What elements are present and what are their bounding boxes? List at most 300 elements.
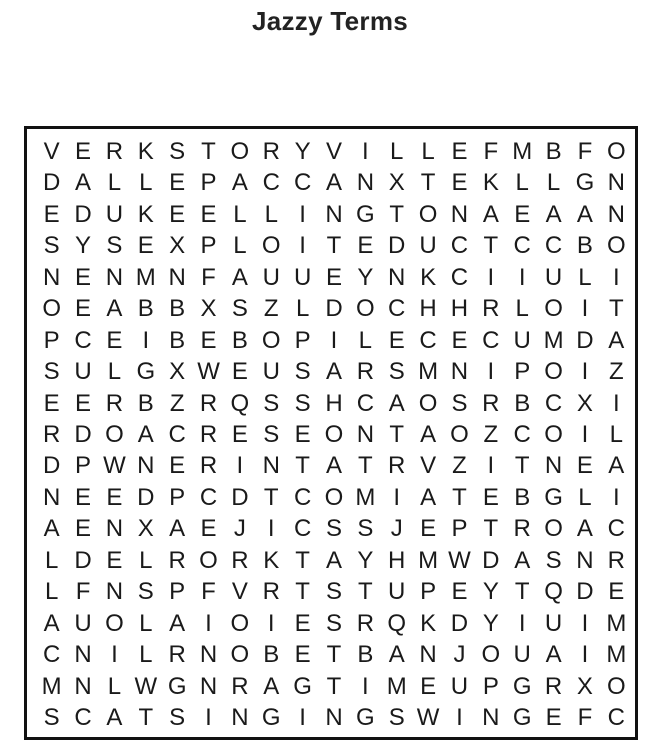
letter-cell[interactable]: G xyxy=(575,169,595,197)
letter-cell[interactable]: E xyxy=(325,263,342,291)
letter-cell[interactable]: H xyxy=(388,546,406,574)
letter-cell[interactable]: A xyxy=(263,672,280,700)
letter-cell[interactable]: C xyxy=(262,169,280,197)
letter-cell[interactable]: E xyxy=(106,483,123,511)
letter-cell[interactable]: X xyxy=(169,358,186,386)
letter-cell[interactable]: T xyxy=(326,232,342,260)
letter-cell[interactable]: A xyxy=(420,483,437,511)
letter-cell[interactable]: F xyxy=(201,578,216,606)
letter-cell[interactable]: C xyxy=(74,704,92,732)
letter-cell[interactable]: T xyxy=(138,704,154,732)
letter-cell[interactable]: O xyxy=(544,358,563,386)
letter-cell[interactable]: L xyxy=(515,169,529,197)
letter-cell[interactable]: D xyxy=(74,200,92,228)
letter-cell[interactable]: A xyxy=(388,641,405,669)
letter-cell[interactable]: I xyxy=(362,137,369,165)
letter-cell[interactable]: X xyxy=(576,672,593,700)
letter-cell[interactable]: Y xyxy=(357,263,374,291)
letter-cell[interactable]: T xyxy=(514,578,530,606)
letter-cell[interactable]: S xyxy=(231,295,248,323)
letter-cell[interactable]: U xyxy=(450,672,469,700)
letter-cell[interactable]: S xyxy=(169,137,186,165)
letter-cell[interactable]: G xyxy=(167,672,187,700)
letter-cell[interactable]: L xyxy=(515,295,529,323)
letter-cell[interactable]: W xyxy=(103,452,126,480)
letter-cell[interactable]: N xyxy=(607,200,625,228)
letter-cell[interactable]: R xyxy=(231,672,249,700)
letter-cell[interactable]: O xyxy=(230,641,250,669)
letter-cell[interactable]: O xyxy=(450,420,469,448)
letter-cell[interactable]: U xyxy=(513,641,531,669)
letter-cell[interactable]: M xyxy=(355,483,376,511)
letter-cell[interactable]: E xyxy=(451,169,468,197)
letter-cell[interactable]: A xyxy=(325,358,342,386)
letter-cell[interactable]: T xyxy=(358,578,373,606)
letter-cell[interactable]: L xyxy=(139,169,153,197)
letter-cell[interactable]: N xyxy=(607,169,625,197)
letter-cell[interactable]: N xyxy=(137,452,155,480)
letter-cell[interactable]: I xyxy=(111,641,118,669)
letter-cell[interactable]: R xyxy=(199,389,218,417)
letter-cell[interactable]: P xyxy=(294,326,311,354)
letter-cell[interactable]: I xyxy=(236,452,244,480)
letter-cell[interactable]: F xyxy=(483,137,499,165)
letter-cell[interactable]: N xyxy=(43,483,61,511)
letter-cell[interactable]: L xyxy=(107,672,122,700)
letter-cell[interactable]: E xyxy=(608,578,625,606)
letter-cell[interactable]: E xyxy=(75,515,92,543)
letter-cell[interactable]: R xyxy=(168,641,186,669)
letter-cell[interactable]: V xyxy=(43,137,60,165)
letter-cell[interactable]: G xyxy=(356,704,375,732)
letter-cell[interactable]: R xyxy=(199,420,218,448)
letter-cell[interactable]: R xyxy=(199,452,218,480)
letter-cell[interactable]: O xyxy=(261,326,281,354)
letter-cell[interactable]: B xyxy=(169,295,186,323)
letter-cell[interactable]: Z xyxy=(483,420,499,448)
letter-cell[interactable]: A xyxy=(482,200,499,228)
letter-cell[interactable]: Y xyxy=(294,137,311,165)
letter-cell[interactable]: I xyxy=(581,358,589,386)
letter-cell[interactable]: S xyxy=(451,389,468,417)
letter-cell[interactable]: W xyxy=(416,704,440,732)
letter-cell[interactable]: S xyxy=(137,578,154,606)
letter-cell[interactable]: X xyxy=(200,295,217,323)
letter-cell[interactable]: G xyxy=(293,672,312,700)
letter-cell[interactable]: S xyxy=(294,389,311,417)
letter-cell[interactable]: M xyxy=(135,263,156,291)
letter-cell[interactable]: M xyxy=(418,546,439,574)
letter-cell[interactable]: I xyxy=(362,672,369,700)
letter-cell[interactable]: V xyxy=(420,452,437,480)
letter-cell[interactable]: R xyxy=(482,389,500,417)
letter-cell[interactable]: L xyxy=(45,546,59,574)
letter-cell[interactable]: T xyxy=(201,137,216,165)
letter-cell[interactable]: Y xyxy=(482,609,499,637)
letter-cell[interactable]: E xyxy=(43,389,60,417)
letter-cell[interactable]: O xyxy=(230,609,250,637)
letter-cell[interactable]: O xyxy=(544,420,563,448)
letter-cell[interactable]: C xyxy=(607,515,625,543)
letter-cell[interactable]: V xyxy=(325,137,342,165)
letter-cell[interactable]: I xyxy=(142,326,150,354)
letter-cell[interactable]: I xyxy=(267,609,275,637)
letter-cell[interactable]: H xyxy=(450,295,469,323)
letter-cell[interactable]: S xyxy=(263,389,280,417)
letter-cell[interactable]: C xyxy=(293,169,312,197)
letter-cell[interactable]: R xyxy=(231,546,249,574)
letter-cell[interactable]: I xyxy=(581,420,589,448)
letter-cell[interactable]: A xyxy=(576,200,593,228)
letter-cell[interactable]: Q xyxy=(387,609,407,637)
letter-cell[interactable]: E xyxy=(75,389,92,417)
letter-cell[interactable]: O xyxy=(199,546,218,574)
letter-cell[interactable]: C xyxy=(450,232,469,260)
letter-cell[interactable]: A xyxy=(420,420,437,448)
letter-cell[interactable]: G xyxy=(136,358,156,386)
letter-cell[interactable]: E xyxy=(231,420,248,448)
letter-cell[interactable]: D xyxy=(74,420,92,448)
letter-cell[interactable]: D xyxy=(576,326,594,354)
letter-cell[interactable]: K xyxy=(263,546,280,574)
letter-cell[interactable]: A xyxy=(43,609,60,637)
letter-cell[interactable]: U xyxy=(262,358,280,386)
letter-cell[interactable]: N xyxy=(544,452,563,480)
letter-cell[interactable]: E xyxy=(294,609,311,637)
letter-cell[interactable]: L xyxy=(578,263,592,291)
letter-cell[interactable]: N xyxy=(199,641,218,669)
letter-cell[interactable]: O xyxy=(418,200,438,228)
letter-cell[interactable]: E xyxy=(75,483,92,511)
letter-cell[interactable]: C xyxy=(43,641,61,669)
letter-cell[interactable]: E xyxy=(169,200,186,228)
letter-cell[interactable]: B xyxy=(545,137,562,165)
letter-cell[interactable]: I xyxy=(518,609,526,637)
letter-cell[interactable]: L xyxy=(264,200,278,228)
letter-cell[interactable]: R xyxy=(482,295,500,323)
letter-cell[interactable]: P xyxy=(514,358,531,386)
letter-cell[interactable]: N xyxy=(388,263,406,291)
letter-cell[interactable]: E xyxy=(75,263,92,291)
letter-cell[interactable]: A xyxy=(231,169,248,197)
letter-cell[interactable]: F xyxy=(577,137,593,165)
letter-cell[interactable]: E xyxy=(388,326,405,354)
letter-cell[interactable]: A xyxy=(106,704,123,732)
letter-cell[interactable]: T xyxy=(326,641,342,669)
letter-cell[interactable]: S xyxy=(357,515,374,543)
letter-cell[interactable]: P xyxy=(420,578,437,606)
letter-cell[interactable]: C xyxy=(168,420,186,448)
letter-cell[interactable]: I xyxy=(612,483,620,511)
letter-cell[interactable]: D xyxy=(388,232,406,260)
letter-cell[interactable]: H xyxy=(325,389,343,417)
letter-cell[interactable]: A xyxy=(545,641,562,669)
letter-cell[interactable]: T xyxy=(389,200,405,228)
letter-cell[interactable]: E xyxy=(231,358,248,386)
letter-cell[interactable]: I xyxy=(299,232,306,260)
letter-cell[interactable]: T xyxy=(295,452,310,480)
letter-cell[interactable]: T xyxy=(483,515,499,543)
letter-cell[interactable]: P xyxy=(200,232,217,260)
letter-cell[interactable]: R xyxy=(388,452,406,480)
letter-cell[interactable]: G xyxy=(356,200,375,228)
letter-cell[interactable]: E xyxy=(137,232,154,260)
letter-cell[interactable]: S xyxy=(263,420,280,448)
letter-cell[interactable]: I xyxy=(330,326,338,354)
letter-cell[interactable]: L xyxy=(139,641,153,669)
letter-cell[interactable]: X xyxy=(169,232,186,260)
letter-cell[interactable]: Y xyxy=(357,546,374,574)
letter-cell[interactable]: F xyxy=(577,704,593,732)
letter-cell[interactable]: I xyxy=(518,263,526,291)
letter-cell[interactable]: C xyxy=(199,483,218,511)
letter-cell[interactable]: E xyxy=(545,704,562,732)
letter-cell[interactable]: O xyxy=(544,515,563,543)
letter-cell[interactable]: I xyxy=(267,515,275,543)
letter-cell[interactable]: O xyxy=(606,137,626,165)
letter-cell[interactable]: O xyxy=(230,137,250,165)
letter-cell[interactable]: K xyxy=(420,263,437,291)
letter-cell[interactable]: G xyxy=(512,672,532,700)
letter-cell[interactable]: R xyxy=(262,137,280,165)
letter-cell[interactable]: D xyxy=(74,546,92,574)
letter-cell[interactable]: A xyxy=(325,169,342,197)
letter-cell[interactable]: N xyxy=(262,452,280,480)
letter-cell[interactable]: X xyxy=(576,389,593,417)
letter-cell[interactable]: D xyxy=(43,452,61,480)
letter-cell[interactable]: O xyxy=(356,295,375,323)
letter-cell[interactable]: O xyxy=(418,389,438,417)
letter-cell[interactable]: C xyxy=(293,483,312,511)
letter-cell[interactable]: Y xyxy=(482,578,499,606)
letter-cell[interactable]: R xyxy=(356,609,375,637)
letter-cell[interactable]: E xyxy=(420,515,437,543)
letter-cell[interactable]: A xyxy=(325,546,342,574)
letter-cell[interactable]: V xyxy=(231,578,248,606)
letter-cell[interactable]: N xyxy=(168,263,186,291)
letter-cell[interactable]: T xyxy=(452,483,467,511)
letter-cell[interactable]: D xyxy=(450,609,469,637)
letter-cell[interactable]: M xyxy=(41,672,62,700)
letter-cell[interactable]: L xyxy=(107,169,122,197)
letter-cell[interactable]: E xyxy=(200,200,217,228)
letter-cell[interactable]: A xyxy=(576,515,593,543)
letter-cell[interactable]: L xyxy=(139,609,153,637)
letter-cell[interactable]: T xyxy=(263,483,279,511)
letter-cell[interactable]: C xyxy=(74,326,92,354)
letter-cell[interactable]: O xyxy=(606,232,626,260)
letter-cell[interactable]: E xyxy=(106,546,123,574)
letter-cell[interactable]: L xyxy=(45,578,59,606)
letter-cell[interactable]: C xyxy=(544,232,563,260)
letter-cell[interactable]: S xyxy=(325,578,342,606)
letter-cell[interactable]: P xyxy=(482,672,499,700)
letter-cell[interactable]: B xyxy=(137,389,154,417)
letter-cell[interactable]: P xyxy=(200,169,217,197)
letter-cell[interactable]: A xyxy=(43,515,60,543)
letter-cell[interactable]: O xyxy=(324,420,344,448)
letter-cell[interactable]: K xyxy=(137,200,154,228)
letter-cell[interactable]: W xyxy=(448,546,471,574)
letter-cell[interactable]: O xyxy=(42,295,62,323)
letter-cell[interactable]: O xyxy=(105,609,124,637)
letter-cell[interactable]: E xyxy=(43,200,60,228)
letter-cell[interactable]: W xyxy=(197,358,220,386)
letter-cell[interactable]: O xyxy=(105,420,124,448)
letter-cell[interactable]: A xyxy=(231,263,248,291)
letter-cell[interactable]: T xyxy=(483,232,499,260)
letter-cell[interactable]: J xyxy=(453,641,466,669)
letter-cell[interactable]: H xyxy=(419,295,437,323)
letter-cell[interactable]: E xyxy=(420,672,437,700)
letter-cell[interactable]: C xyxy=(293,515,312,543)
letter-cell[interactable]: I xyxy=(581,641,589,669)
letter-cell[interactable]: E xyxy=(294,420,311,448)
letter-cell[interactable]: L xyxy=(358,326,373,354)
letter-cell[interactable]: S xyxy=(545,546,562,574)
letter-cell[interactable]: E xyxy=(451,578,468,606)
letter-cell[interactable]: L xyxy=(609,420,623,448)
letter-cell[interactable]: X xyxy=(137,515,154,543)
letter-cell[interactable]: M xyxy=(418,358,439,386)
letter-cell[interactable]: B xyxy=(263,641,280,669)
letter-cell[interactable]: X xyxy=(388,169,405,197)
letter-cell[interactable]: S xyxy=(325,515,342,543)
letter-cell[interactable]: A xyxy=(514,546,531,574)
letter-cell[interactable]: D xyxy=(482,546,500,574)
letter-cell[interactable]: I xyxy=(581,609,589,637)
letter-cell[interactable]: P xyxy=(451,515,468,543)
letter-cell[interactable]: C xyxy=(513,420,531,448)
letter-cell[interactable]: M xyxy=(386,672,407,700)
letter-cell[interactable]: L xyxy=(107,358,122,386)
letter-cell[interactable]: I xyxy=(487,263,495,291)
letter-cell[interactable]: U xyxy=(513,326,531,354)
letter-cell[interactable]: T xyxy=(608,295,624,323)
letter-cell[interactable]: A xyxy=(106,295,123,323)
letter-cell[interactable]: A xyxy=(608,452,625,480)
letter-cell[interactable]: P xyxy=(75,452,92,480)
letter-cell[interactable]: L xyxy=(546,169,561,197)
letter-cell[interactable]: F xyxy=(75,578,91,606)
letter-cell[interactable]: A xyxy=(545,200,562,228)
letter-cell[interactable]: C xyxy=(356,389,375,417)
letter-cell[interactable]: E xyxy=(200,515,217,543)
letter-cell[interactable]: L xyxy=(390,137,404,165)
letter-cell[interactable]: N xyxy=(74,641,92,669)
letter-cell[interactable]: R xyxy=(168,546,186,574)
letter-cell[interactable]: O xyxy=(481,641,501,669)
letter-cell[interactable]: I xyxy=(299,200,306,228)
letter-cell[interactable]: J xyxy=(233,515,246,543)
letter-cell[interactable]: B xyxy=(231,326,248,354)
letter-cell[interactable]: E xyxy=(357,232,374,260)
letter-cell[interactable]: O xyxy=(544,295,563,323)
letter-cell[interactable]: B xyxy=(514,389,531,417)
letter-cell[interactable]: O xyxy=(324,483,344,511)
letter-cell[interactable]: S xyxy=(106,232,123,260)
letter-cell[interactable]: B xyxy=(514,483,531,511)
letter-cell[interactable]: L xyxy=(578,483,592,511)
letter-cell[interactable]: K xyxy=(482,169,499,197)
letter-cell[interactable]: E xyxy=(75,137,92,165)
letter-cell[interactable]: S xyxy=(43,358,60,386)
letter-cell[interactable]: E xyxy=(75,295,92,323)
letter-cell[interactable]: M xyxy=(606,641,627,669)
letter-cell[interactable]: T xyxy=(295,546,310,574)
letter-cell[interactable]: R xyxy=(105,137,124,165)
letter-cell[interactable]: S xyxy=(388,704,405,732)
letter-cell[interactable]: Q xyxy=(544,578,563,606)
letter-cell[interactable]: I xyxy=(487,358,495,386)
letter-cell[interactable]: A xyxy=(608,326,625,354)
letter-cell[interactable]: D xyxy=(325,295,343,323)
letter-cell[interactable]: I xyxy=(456,704,463,732)
letter-cell[interactable]: D xyxy=(576,578,594,606)
letter-cell[interactable]: T xyxy=(514,452,530,480)
letter-cell[interactable]: Z xyxy=(169,389,185,417)
letter-cell[interactable]: A xyxy=(169,609,186,637)
letter-cell[interactable]: P xyxy=(169,578,186,606)
letter-cell[interactable]: U xyxy=(419,232,437,260)
letter-cell[interactable]: N xyxy=(74,672,92,700)
letter-cell[interactable]: M xyxy=(606,609,627,637)
letter-cell[interactable]: Z xyxy=(608,358,624,386)
letter-cell[interactable]: T xyxy=(326,672,342,700)
letter-cell[interactable]: C xyxy=(607,704,625,732)
letter-cell[interactable]: U xyxy=(544,609,563,637)
letter-cell[interactable]: L xyxy=(139,546,153,574)
letter-cell[interactable]: E xyxy=(514,200,531,228)
letter-cell[interactable]: A xyxy=(169,515,186,543)
letter-cell[interactable]: I xyxy=(299,704,306,732)
letter-cell[interactable]: U xyxy=(293,263,312,291)
letter-cell[interactable]: Q xyxy=(230,389,250,417)
letter-cell[interactable]: E xyxy=(106,326,123,354)
letter-cell[interactable]: U xyxy=(262,263,280,291)
letter-cell[interactable]: E xyxy=(451,137,468,165)
letter-cell[interactable]: U xyxy=(105,200,124,228)
letter-cell[interactable]: U xyxy=(388,578,406,606)
letter-cell[interactable]: S xyxy=(388,358,405,386)
letter-cell[interactable]: D xyxy=(231,483,249,511)
letter-cell[interactable]: N xyxy=(43,263,61,291)
letter-cell[interactable]: S xyxy=(294,358,311,386)
letter-cell[interactable]: L xyxy=(233,200,247,228)
letter-cell[interactable]: Z xyxy=(263,295,279,323)
letter-cell[interactable]: C xyxy=(513,232,531,260)
letter-cell[interactable]: S xyxy=(325,609,342,637)
letter-cell[interactable]: N xyxy=(450,200,469,228)
letter-cell[interactable]: R xyxy=(356,358,375,386)
letter-cell[interactable]: E xyxy=(200,326,217,354)
letter-cell[interactable]: N xyxy=(482,704,500,732)
letter-cell[interactable]: C xyxy=(450,263,469,291)
letter-cell[interactable]: R xyxy=(105,389,124,417)
letter-cell[interactable]: C xyxy=(544,389,563,417)
letter-cell[interactable]: R xyxy=(43,420,61,448)
letter-cell[interactable]: W xyxy=(134,672,158,700)
letter-cell[interactable]: T xyxy=(295,578,310,606)
letter-cell[interactable]: D xyxy=(137,483,155,511)
letter-cell[interactable]: R xyxy=(607,546,625,574)
letter-cell[interactable]: D xyxy=(43,169,61,197)
letter-cell[interactable]: L xyxy=(295,295,310,323)
letter-cell[interactable]: I xyxy=(393,483,401,511)
letter-cell[interactable]: B xyxy=(357,641,374,669)
letter-cell[interactable]: E xyxy=(169,169,186,197)
letter-cell[interactable]: Y xyxy=(75,232,92,260)
